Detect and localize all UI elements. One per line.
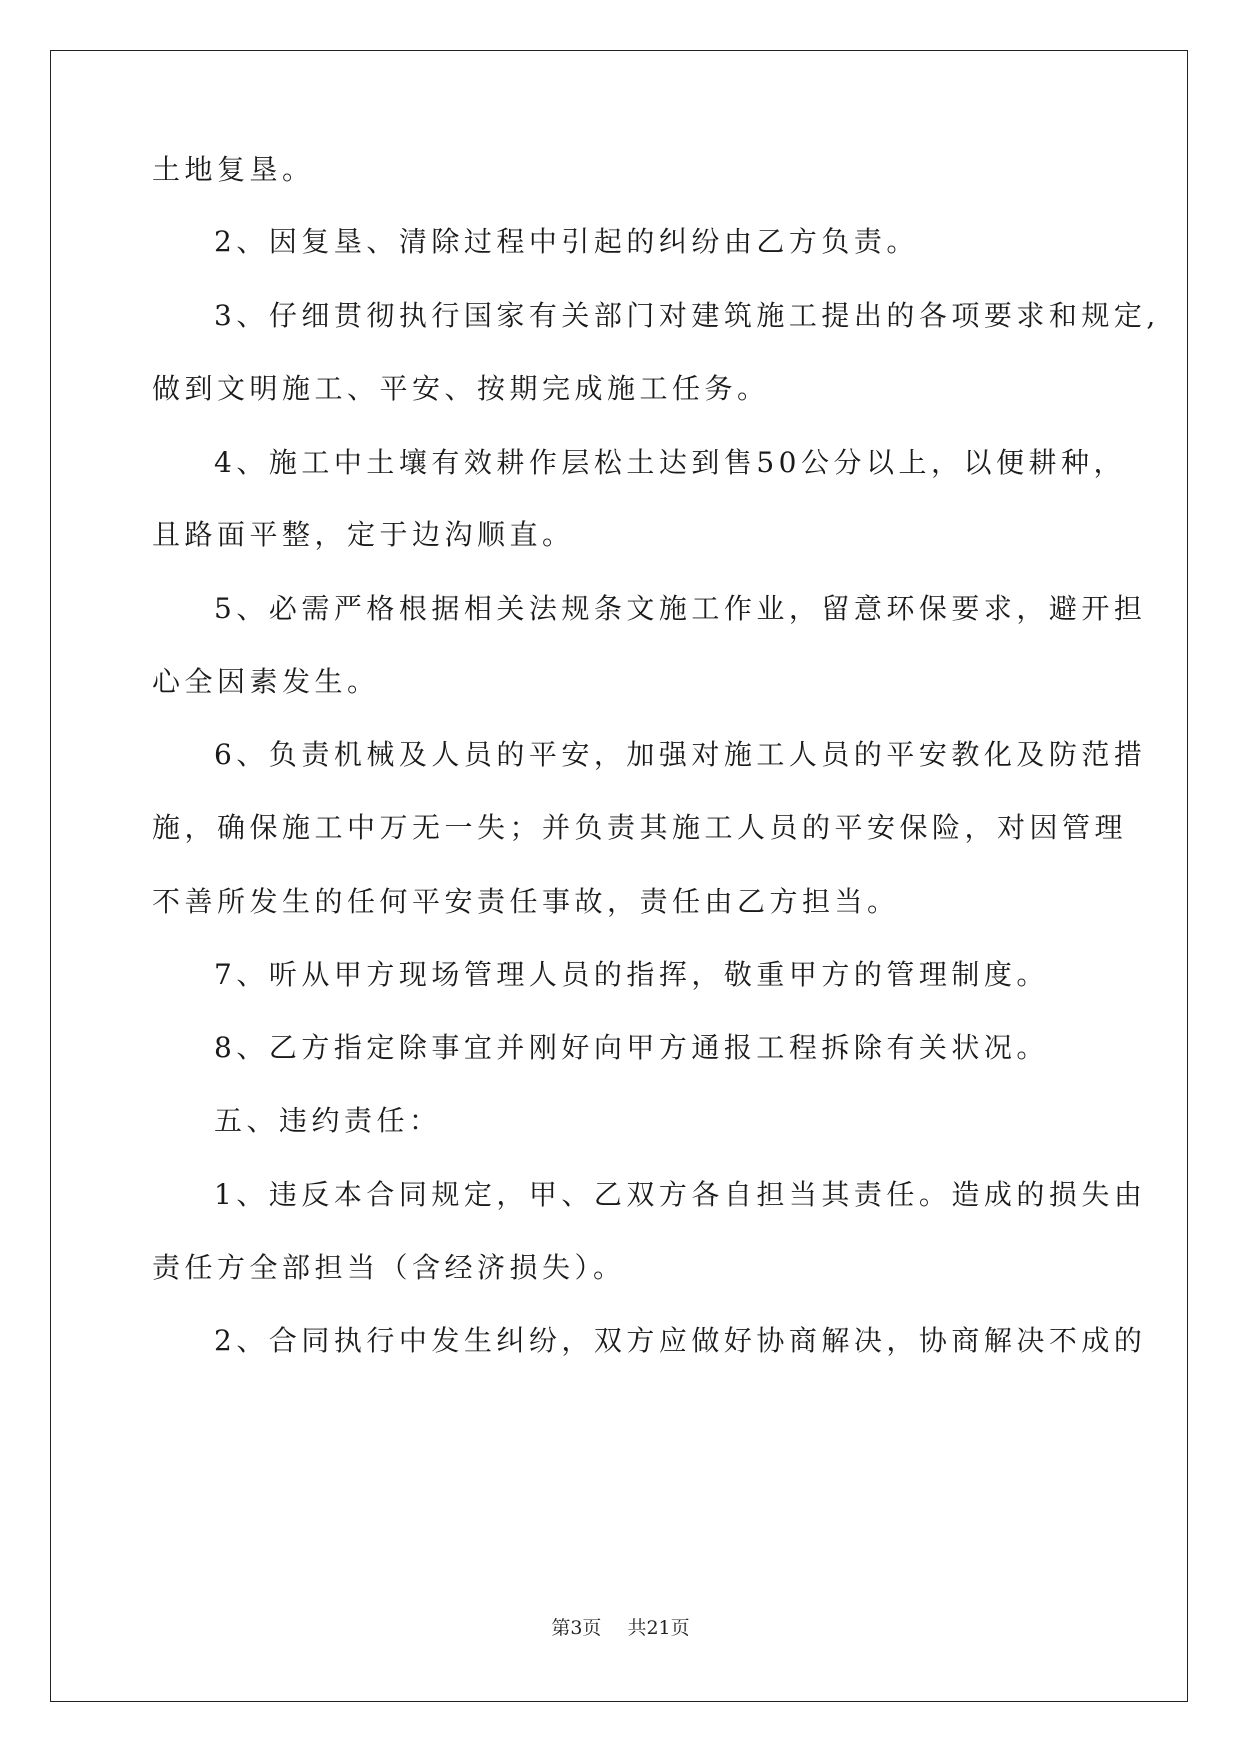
text-line: 土地复垦。: [152, 153, 315, 186]
text-line: 1、违反本合同规定，甲、乙双方各自担当其责任。造成的损失由: [214, 1178, 1147, 1211]
text-line: 2、因复垦、清除过程中引起的纠纷由乙方负责。: [214, 225, 919, 258]
section-heading: 五、违约责任：: [214, 1104, 442, 1137]
text-line: 7、听从甲方现场管理人员的指挥，敬重甲方的管理制度。: [214, 958, 1049, 991]
page-footer: [0, 1613, 1241, 1640]
page-number: 第3页: [551, 1617, 602, 1639]
text-line: 4、施工中土壤有效耕作层松土达到售50公分以上，以便耕种，: [214, 446, 1126, 479]
text-line: 且路面平整，定于边沟顺直。: [152, 518, 575, 551]
text-line: 做到文明施工、平安、按期完成施工任务。: [152, 372, 770, 405]
page-total: 共21页: [627, 1617, 690, 1639]
text-line: 2、合同执行中发生纠纷，双方应做好协商解决，协商解决不成的: [214, 1324, 1147, 1357]
text-line: 6、负责机械及人员的平安，加强对施工人员的平安教化及防范措: [214, 738, 1147, 771]
text-line: 8、乙方指定除事宜并刚好向甲方通报工程拆除有关状况。: [214, 1031, 1049, 1064]
text-line: 3、仔细贯彻执行国家有关部门对建筑施工提出的各项要求和规定,: [214, 299, 1160, 332]
text-line: 心全因素发生。: [152, 665, 380, 698]
text-line: 责任方全部担当（含经济损失）。: [152, 1251, 626, 1284]
text-line: 施，确保施工中万无一失；并负责其施工人员的平安保险，对因管理: [152, 811, 1128, 844]
text-line: 5、必需严格根据相关法规条文施工作业，留意环保要求，避开担: [214, 592, 1147, 625]
text-line: 不善所发生的任何平安责任事故，责任由乙方担当。: [152, 885, 900, 918]
